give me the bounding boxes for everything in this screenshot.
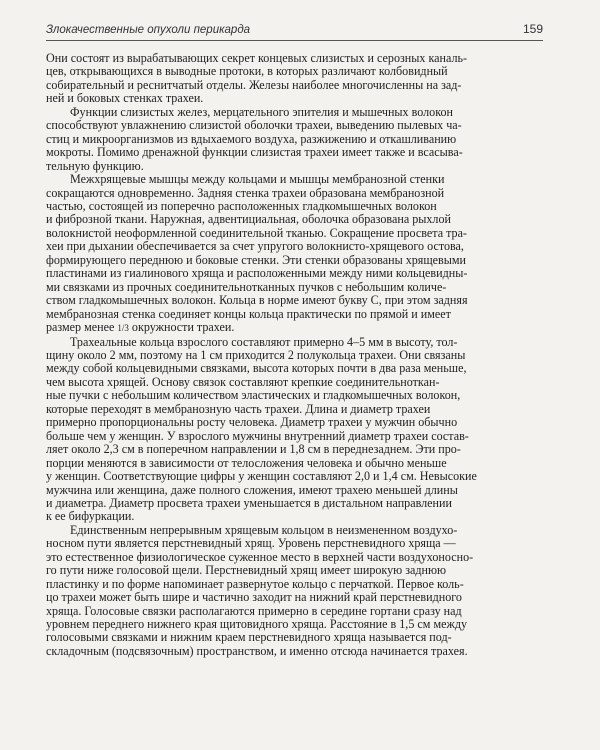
paragraph: Функции слизистых желез, мерцательного эпителия и мышечных волокон способствуют увлажнению слизистой оболочки трахеи, выведению пылевых ча- стиц и микроорганизмов из вдыхаемого воздуха, разжижению и откашливанию мокроты. Помимо дренажной функции слизистая трахеи имеет также и всасыва- тельную функцию. (46, 104, 463, 173)
paragraph-line (46, 320, 234, 334)
line-text: окружности трахеи. (128, 320, 235, 335)
line-text: размер менее (46, 320, 118, 335)
paragraph: Трахеальные кольца взрослого составляют примерно 4–5 мм в высоту, тол- щину около 2 мм, поэтому на 1 см приходится 2 полукольца трахеи. Они связаны между собой кольцевидными связками, высота которых почти в два раза меньше, чем высота хрящей. Основу связок составляют крепкие соединительноткан- ные пучки с небольшим количеством эластических и гладкомышечных волокон, которые переходят в мембранозную часть трахеи. Длина и диаметр трахеи примерно пропорциональны росту человека. Диаметр трахеи у мужчин обычно больше чем у женщин. У взрослого мужчины внутренний диаметр трахеи состав- ляет около 2,3 см в поперечном направлении и 1,8 см в переднезаднем. Эти про- порции меняются в зависимости от телосложения человека и обычно меньше у женщин. Соответствующие цифры у женщин составляют 2,0 и 1,4 см. Невысокие мужчина или женщина, даже полного сложения, имеют трахею меньшей длины и диаметра. Диаметр просвета трахеи уменьшается в дистальном направлении к ее бифуркации. (46, 334, 477, 524)
paragraph: Единственным непрерывным хрящевым кольцом в неизмененном воздухо- носном пути является перстневидный хрящ. Уровень перстневидного хряща — это естественное физиологическое суженное место в верхней части воздухоносно- го пути ниже голосовой щели. Перстневидный хрящ имеет широкую заднюю пластинку и по форме напоминает развернутое кольцо с перчаткой. Первое коль- цо трахеи может быть шире и частично заходит на нижний край перстневидного хряща. Голосовые связки располагаются примерно в середине гортани сразу над уровнем переднего нижнего края щитовидного хряща. Расстояние в 1,5 см между голосовыми связками и нижним краем перстневидного хряща называется под- складочным (подсвязочным) пространством, и именно отсюда начинается трахея. (46, 522, 474, 658)
paragraph: Они состоят из вырабатывающих секрет концевых слизистых и серозных каналь- цев, открывающихся в выводные протоки, в которых различают колбовидный собирательный и реснитчатый отделы. Железы наиболее многочисленны на зад- ней и боковых стенках трахеи. (46, 51, 468, 106)
paragraph-text: Межхрящевые мышцы между кольцами и мышцы мембранозной стенки сокращаются одновременно. Задняя стенка трахеи образована мембранозной частью, состоящей из поперечно расположенных гладкомышечных волокон и фиброзной ткани. Наружная, адвентициальная, оболочка образована рыхлой волокнистой неоформленной соединительной тканью. Сокращение просвета тра- хеи при дыхании обеспечивается за счет упругого волокнисто-хрящевого остова, формирующего переднюю и боковые стенки. Эти стенки образованы хрящевыми пластинами из гиалинового хряща и расположенными между ними кольцевидны- ми связками из прочных соединительнотканных пучков с небольшим количе- ством гладкомышечных волокон. Кольца в норме имеют букву С, при этом задняя мембранозная стенка соединяет концы кольца практически по прямой и имеет (46, 172, 468, 321)
paragraph (46, 173, 543, 335)
page-number: 159 (522, 22, 543, 36)
page-header (46, 18, 543, 41)
running-head-title: Злокачественные опухоли перикарда (46, 24, 251, 36)
body-text (46, 52, 543, 658)
fraction-one-third: 1/3 (117, 323, 129, 334)
